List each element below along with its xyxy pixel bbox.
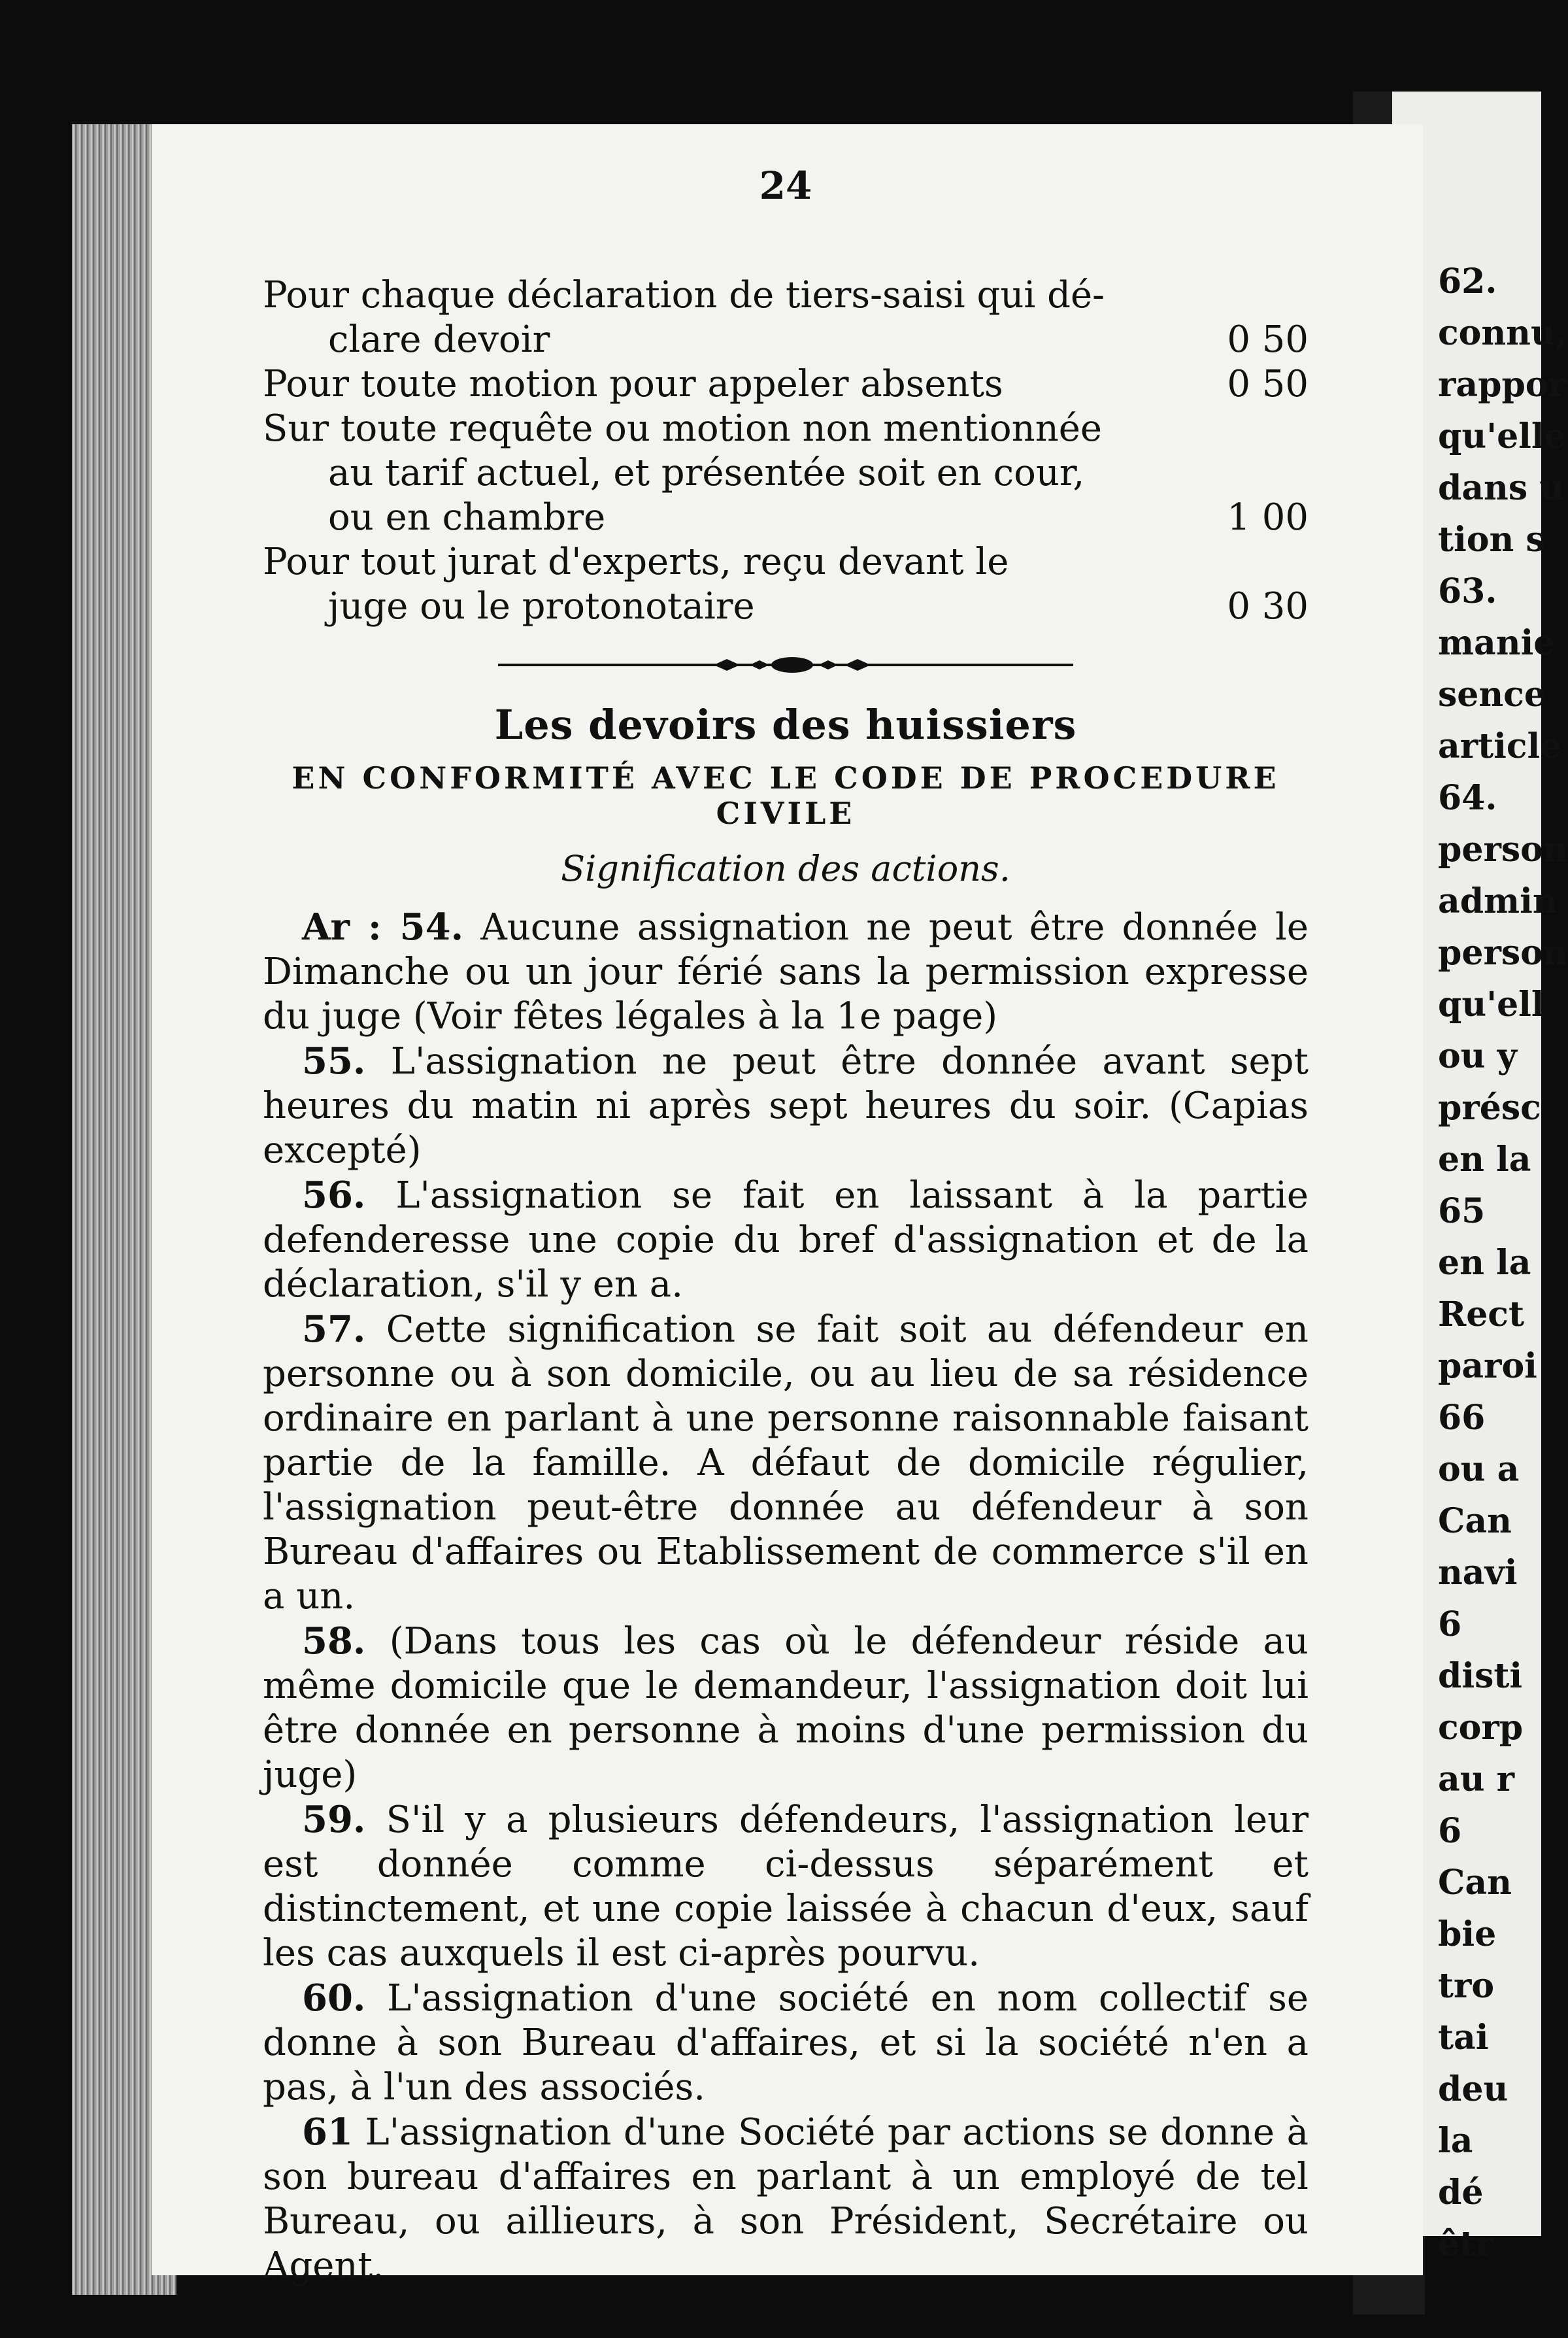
article-text: S'il y a plusieurs défendeurs, l'assignation leur est donnée comme ci-dessus séparément et distinctement, et une copie laissée à chacun d'eux, sauf les cas auxquels il est ci-après pourvu.: [263, 1799, 1309, 1974]
facing-page-line: article: [1438, 726, 1562, 766]
tariff-item: [263, 273, 1309, 362]
article-text: Cette signification se fait soit au défendeur en personne ou à son domicile, ou au lieu de sa résidence ordinaire en parlant à une personne raisonnable faisant partie de la famille. A défaut de domicile régulier, l'assignation peut-être donnée au défendeur à son Bureau d'affaires ou Etablissement de commerce s'il en a un.: [263, 1308, 1309, 1618]
facing-page-line: disti: [1438, 1656, 1523, 1696]
facing-page-line: tro: [1438, 1966, 1495, 2006]
article-text: Aucune assignation ne peut être donnée le Dimanche ou un jour férié sans la permission expresse du juge (Voir fêtes légales à la 1e page): [263, 906, 1309, 1038]
facing-page-line: qu'elle: [1438, 416, 1566, 456]
tariff-line: clare devoir: [328, 318, 550, 361]
tariff-line: Pour tout jurat d'experts, reçu devant le: [263, 541, 1009, 583]
article-paragraph: [263, 1173, 1309, 1307]
facing-page-line: ou a: [1438, 1449, 1520, 1489]
article-paragraph: [263, 2110, 1309, 2288]
facing-page-line: Can: [1438, 1501, 1512, 1541]
article-paragraph: [263, 1619, 1309, 1797]
facing-page-line: admin: [1438, 881, 1558, 921]
facing-page-line: sence: [1438, 675, 1546, 715]
divider-ornament-icon: [498, 655, 1073, 675]
facing-page-line: tion s: [1438, 520, 1545, 560]
facing-page-line: présc: [1438, 1088, 1541, 1128]
tariff-item: [263, 540, 1309, 629]
book-page: [152, 124, 1423, 2287]
facing-page-line: 62.: [1438, 262, 1497, 301]
facing-page-line: êtr: [1438, 2224, 1493, 2264]
facing-page-line: corp: [1438, 1708, 1524, 1748]
ornamental-divider: [263, 655, 1309, 675]
facing-page-line: connu,: [1438, 313, 1567, 353]
facing-page-line: ou y: [1438, 1036, 1517, 1076]
page-number: 24: [759, 163, 812, 208]
facing-page-line: 65: [1438, 1191, 1486, 1231]
article-text: L'assignation d'une société en nom collectif se donne à son Bureau d'affaires, et si la société n'en a pas, à l'un des associés.: [263, 1977, 1309, 2109]
facing-page-line: 66: [1438, 1398, 1486, 1438]
article-number: 56.: [302, 1174, 366, 1217]
facing-page-line: dans u: [1438, 468, 1565, 508]
article-number: 57.: [302, 1308, 366, 1351]
subsection-title: Signification des actions.: [561, 848, 1010, 889]
facing-page-line: en la: [1438, 1243, 1531, 1283]
facing-page-line: 6: [1438, 1604, 1462, 1644]
article-number: 58.: [302, 1619, 366, 1663]
tariff-item: [263, 362, 1309, 407]
tariff-line: juge ou le protonotaire: [328, 585, 755, 628]
article-text: (Dans tous les cas où le défendeur réside au même domicile que le demandeur, l'assignation doit lui être donnée en personne à moins d'une permission du juge): [263, 1620, 1309, 1796]
tariff-line: Pour chaque déclaration de tiers-saisi qui dé-: [263, 274, 1105, 316]
tariff-line: Pour toute motion pour appeler absents: [263, 363, 1003, 405]
facing-page-line: qu'ell: [1438, 985, 1544, 1025]
facing-page-line: dé: [1438, 2173, 1484, 2212]
article-paragraph: [263, 1976, 1309, 2110]
article-text: L'assignation d'une Société par actions se donne à son bureau d'affaires en parlant à un employé de tel Bureau, ou aillieurs, à son Président, Secrétaire ou Agent.: [263, 2111, 1309, 2287]
article-paragraph: [263, 1307, 1309, 1619]
tariff-item: [263, 407, 1309, 540]
article-number: 59.: [302, 1798, 366, 1841]
tariff-line: Sur toute requête ou motion non mentionnée: [263, 407, 1103, 450]
facing-page-line: en la: [1438, 1140, 1531, 1179]
article-number: Ar : 54.: [302, 906, 464, 949]
facing-page-line: bie: [1438, 1914, 1497, 1954]
facing-page-line: Rect: [1438, 1295, 1524, 1334]
articles-list: [263, 905, 1309, 2288]
article-paragraph: [263, 1039, 1309, 1173]
section-title: Les devoirs des huissiers: [494, 701, 1077, 749]
facing-page-line: 64.: [1438, 778, 1497, 818]
facing-page-line: navi: [1438, 1553, 1518, 1593]
tariff-price: 0 50: [1227, 363, 1309, 405]
page-content: [263, 163, 1309, 2288]
facing-page-line: manie: [1438, 623, 1556, 663]
tariff-price: 1 00: [1227, 496, 1309, 539]
article-number: 61: [302, 2110, 353, 2154]
facing-page-line: 6: [1438, 1811, 1462, 1851]
facing-page-line: 63.: [1438, 571, 1497, 611]
facing-page-line: la: [1438, 2121, 1473, 2161]
facing-page-line: au r: [1438, 1759, 1514, 1799]
facing-page-line: rappor: [1438, 365, 1566, 405]
article-paragraph: [263, 1797, 1309, 1976]
facing-page-line: deu: [1438, 2069, 1509, 2109]
article-text: L'assignation se fait en laissant à la partie defenderesse une copie du bref d'assignation et de la déclaration, s'il y en a.: [263, 1174, 1309, 1306]
article-paragraph: [263, 905, 1309, 1039]
tariff-price: 0 30: [1227, 585, 1309, 628]
tariff-list: [263, 273, 1309, 629]
tariff-line: au tarif actuel, et présentée soit en cour,: [328, 452, 1085, 494]
facing-page-line: person: [1438, 830, 1568, 870]
article-number: 55.: [302, 1040, 366, 1083]
facing-page-line: paroi: [1438, 1346, 1537, 1386]
article-number: 60.: [302, 1976, 366, 2020]
article-text: L'assignation ne peut être donnée avant sept heures du matin ni après sept heures du soir. (Capias excepté): [263, 1040, 1309, 1172]
facing-page-line: person: [1438, 933, 1568, 973]
facing-page-line: tai: [1438, 2018, 1489, 2058]
tariff-line: ou en chambre: [328, 496, 606, 539]
section-subtitle: EN CONFORMITÉ AVEC LE CODE DE PROCEDURE CIVILE: [292, 760, 1280, 831]
tariff-price: 0 50: [1227, 318, 1309, 361]
facing-page-line: Can: [1438, 1863, 1512, 1903]
